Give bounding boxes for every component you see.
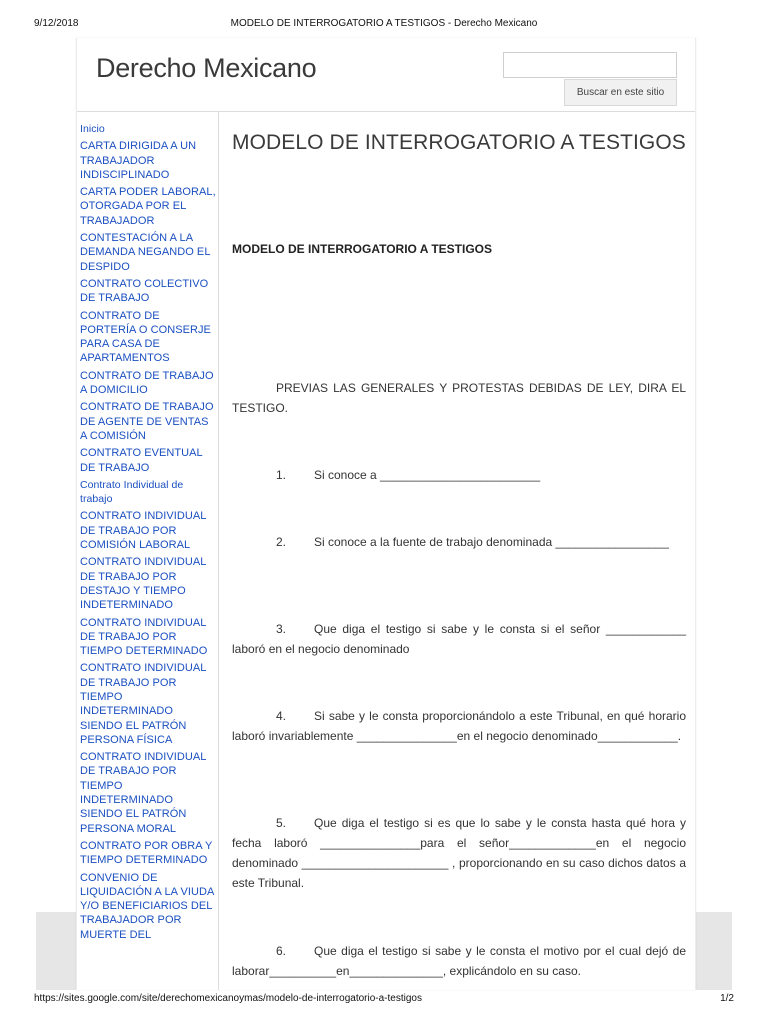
question-text: Si sabe y le consta proporcionándolo a este Tribunal, en qué horario laboró invariablemente _______________en el negocio denominado____________.	[232, 709, 686, 743]
sidebar-item-contrato-domicilio[interactable]: CONTRATO DE TRABAJO A DOMICILIO	[80, 369, 214, 397]
question-item	[232, 706, 686, 746]
sidebar-item-inicio[interactable]: Inicio	[80, 123, 105, 135]
intro-paragraph	[232, 378, 686, 418]
sidebar-divider	[218, 111, 219, 990]
print-date: 9/12/2018	[34, 18, 79, 29]
sidebar-item-carta-poder-laboral[interactable]: CARTA PODER LABORAL, OTORGADA POR EL TRABAJADOR	[80, 186, 216, 227]
sidebar-item-contrato-destajo[interactable]: CONTRATO INDIVIDUAL DE TRABAJO POR DESTAJO Y TIEMPO INDETERMINADO	[80, 556, 207, 612]
question-text: Que diga el testigo si sabe y le consta el motivo por el cual dejó de laborar__________en______________, explicándolo en su caso.	[232, 944, 686, 978]
site-container	[76, 38, 696, 990]
question-item	[232, 813, 686, 893]
main-content	[232, 126, 687, 978]
question-text: Que diga el testigo si es que lo sabe y le consta hasta qué hora y fecha laboró _______________para el señor_____________en el negocio denominado ______________________ , proporcionando en su caso dichos datos a este Tribunal.	[232, 816, 686, 890]
question-number: 4.	[276, 709, 287, 723]
site-title[interactable]: Derecho Mexicano	[96, 53, 317, 83]
question-text: Si conoce a la fuente de trabajo denominada _________________	[314, 535, 669, 549]
question-number: 5.	[276, 816, 287, 830]
question-item	[232, 941, 686, 981]
sidebar-item-contrato-persona-moral[interactable]: CONTRATO INDIVIDUAL DE TRABAJO POR TIEMPO INDETERMINADO SIENDO EL PATRÓN PERSONA MORAL	[80, 751, 207, 835]
sidebar-item-contrato-agente-ventas[interactable]: CONTRATO DE TRABAJO DE AGENTE DE VENTAS A COMISIÓN	[80, 401, 214, 442]
sidebar-item-contrato-eventual[interactable]: CONTRATO EVENTUAL DE TRABAJO	[80, 447, 203, 474]
sidebar-item-contestacion-demanda[interactable]: CONTESTACIÓN A LA DEMANDA NEGANDO EL DESPIDO	[80, 232, 211, 273]
search-input[interactable]	[503, 52, 677, 78]
print-header	[0, 0, 768, 29]
sidebar-item-carta-trabajador-indisciplinado[interactable]: CARTA DIRIGIDA A UN TRABAJADOR INDISCIPLINADO	[80, 140, 197, 181]
search-button[interactable]: Buscar en este sitio	[564, 79, 677, 106]
question-number: 6.	[276, 944, 287, 958]
sidebar-item-convenio-liquidacion[interactable]: CONVENIO DE LIQUIDACIÓN A LA VIUDA Y/O BENEFICIARIOS DEL TRABAJADOR POR MUERTE DEL	[80, 871, 214, 941]
question-number: 1.	[276, 468, 287, 482]
question-number: 3.	[276, 622, 287, 636]
question-text: Que diga el testigo si sabe y le consta si el señor ____________ laboró en el negocio denominado	[232, 622, 686, 656]
sidebar-nav	[80, 122, 216, 945]
question-item	[232, 465, 686, 485]
header-divider	[77, 111, 695, 112]
background-panel-left	[36, 912, 76, 990]
sidebar-item-contrato-colectivo[interactable]: CONTRATO COLECTIVO DE TRABAJO	[80, 277, 209, 305]
sidebar-item-contrato-persona-fisica[interactable]: CONTRATO INDIVIDUAL DE TRABAJO POR TIEMPO INDETERMINADO SIENDO EL PATRÓN PERSONA FÍSICA	[80, 662, 207, 746]
print-url: https://sites.google.com/site/derechomexicanoymas/modelo-de-interrogatorio-a-testigos	[34, 993, 422, 1004]
sidebar-item-contrato-individual[interactable]: Contrato Individual de trabajo	[80, 478, 184, 506]
page-title: MODELO DE INTERROGATORIO A TESTIGOS	[232, 131, 686, 154]
sidebar-item-contrato-tiempo-determinado[interactable]: CONTRATO INDIVIDUAL DE TRABAJO POR TIEMPO DETERMINADO	[80, 616, 208, 658]
print-page-number: 1/2	[720, 993, 734, 1004]
background-panel-right	[694, 912, 732, 990]
sidebar-item-contrato-obra[interactable]: CONTRATO POR OBRA Y TIEMPO DETERMINADO	[80, 839, 213, 867]
print-page-title: MODELO DE INTERROGATORIO A TESTIGOS - Derecho Mexicano	[230, 18, 538, 29]
question-item	[232, 619, 686, 659]
question-number: 2.	[276, 535, 287, 549]
sidebar-item-contrato-porteria[interactable]: CONTRATO DE PORTERÍA O CONSERJE PARA CASA DE APARTAMENTOS	[80, 309, 211, 365]
question-text: Si conoce a ________________________	[314, 468, 541, 482]
intro-text: PREVIAS LAS GENERALES Y PROTESTAS DEBIDAS DE LEY, DIRA EL TESTIGO.	[232, 381, 686, 415]
question-item	[232, 532, 686, 552]
content-subtitle: MODELO DE INTERROGATORIO A TESTIGOS	[232, 242, 493, 256]
sidebar-item-contrato-comision-laboral[interactable]: CONTRATO INDIVIDUAL DE TRABAJO POR COMISIÓN LABORAL	[80, 510, 207, 552]
